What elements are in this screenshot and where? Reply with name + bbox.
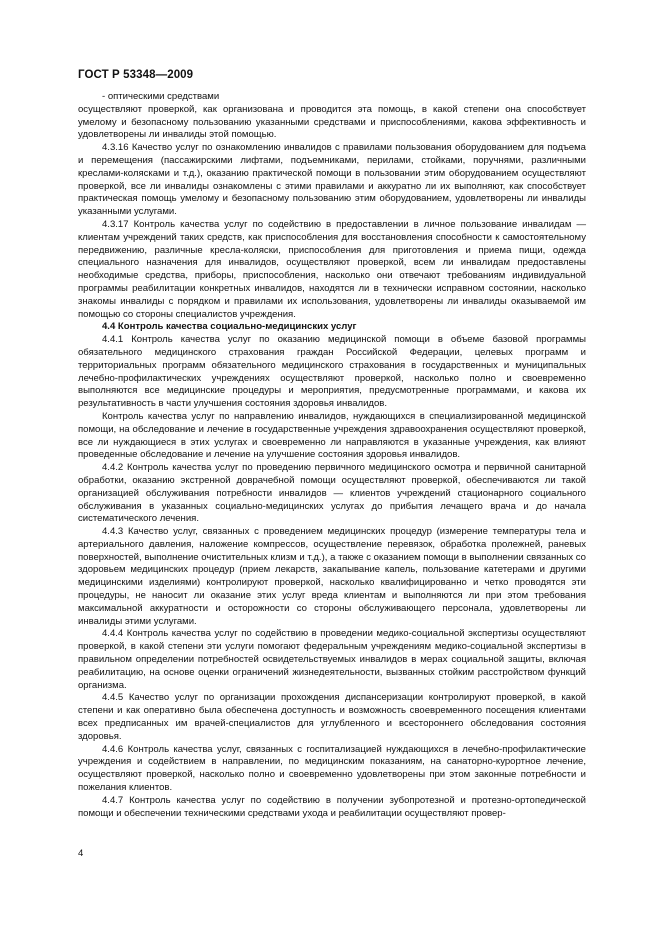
paragraph: 4.4.4 Контроль качества услуг по содействию в проведении медико-социальной экспертизы осуществляют проверкой, в какой степени эти услуги помогают федеральным учреждениям медико-социальной экспертизы в правильном определении потребностей освидетельствуемых инвалидов в мерах социальной защиты, включая реабилитацию, на основе оценки ограничений жизнедеятельности, вызванных стойким расстройством функций организма. (78, 628, 586, 691)
paragraph: 4.4.5 Качество услуг по организации прохождения диспансеризации контролируют проверкой, в какой степени и как оперативно была обеспечена доступность и возможность своевременного посещения клиентами всех предписанных им врачей-специалистов для углубленного и всестороннего обследования состояния здоровья. (78, 692, 586, 742)
standard-header: ГОСТ Р 53348—2009 (78, 69, 194, 81)
paragraph: 4.4.6 Контроль качества услуг, связанных с госпитализацией нуждающихся в лечебно-профилактические учреждения и содействием в направлении, по медицинским показаниям, на санаторно-курортное лечение, осуществляют проверкой, насколько полно и своевременно удовлетворены при этом законные потребности и пожелания клиентов. (78, 743, 586, 794)
paragraph: 4.4.2 Контроль качества услуг по проведению первичного медицинского осмотра и первичной санитарной обработки, оказанию экстренной доврачебной помощи осуществляют проверкой, обеспечиваются ли такой организацией обслуживания потребности инвалидов — клиентов учреждений стационарного социального обслуживания в указанных социально-медицинских услугах до прибытия лечащего врача и до начала систематического лечения. (78, 462, 586, 525)
page-number: 4 (78, 848, 84, 859)
paragraph: осуществляют проверкой, как организована и проводится эта помощь, в какой степени она способствует умелому и безопасному пользованию указанными средствами и приспособлениями, какова эффективность и удовлетворены ли инвалиды этой помощью. (78, 103, 586, 141)
paragraph: 4.3.16 Качество услуг по ознакомлению инвалидов с правилами пользования оборудованием для подъема и перемещения (пассажирскими лифтами, подъемниками, перилами, стойками, поручнями, различными креслами-колясками и т.д.), оказанию практической помощи в пользовании этим оборудованием осуществляют проверкой, все ли инвалиды ознакомлены с этими правилами и аккуратно ли их выполняют, как способствует практическая помощь умелому и безопасному пользованию этим оборудованием, удовлетворены ли инвалиды указанными услугами. (78, 142, 586, 218)
document-body (78, 91, 586, 820)
paragraph: 4.4.7 Контроль качества услуг по содействию в получении зубопротезной и протезно-ортопедической помощи и обеспечении техническими средствами ухода и реабилитации осуществляют провер- (78, 794, 586, 819)
paragraph: - оптическими средствами (102, 91, 220, 102)
section-heading: 4.4 Контроль качества социально-медицинских услуг (102, 321, 357, 333)
paragraph: Контроль качества услуг по направлению инвалидов, нуждающихся в специализированной медицинской помощи, на обследование и лечение в государственные учреждения здравоохранения осуществляют проверкой, все ли нуждающиеся в этих услугах и своевременно ли направляются в указанные учреждения, как влияют проведенные обследование и лечение на улучшение состояния здоровья инвалидов. (78, 410, 586, 461)
paragraph: 4.3.17 Контроль качества услуг по содействию в предоставлении в личное пользование инвалидам — клиентам учреждений таких средств, как приспособления для восстановления способности к самостоятельному передвижению, различные кресла-коляски, приспособления для приготовления и приема пищи, одежда специального назначения для инвалидов, осуществляют проверкой, всем ли инвалидам предоставлены необходимые средства, приборы, приспособления, насколько они отвечают требованиям индивидуальной программы реабилитации конкретных инвалидов, находятся ли в технически исправном состоянии, насколько знакомы инвалиды с порядком и правилами их использования, удовлетворены ли инвалиды оказываемой им помощью со стороны специалистов учреждения. (78, 218, 586, 320)
paragraph: 4.4.1 Контроль качества услуг по оказанию медицинской помощи в объеме базовой программы обязательного медицинского страхования граждан Российской Федерации, целевых программ и территориальных программ обязательного медицинского страхования в государственных и муниципальных лечебно-профилактических учреждениях осуществляют проверкой, насколько полно и своевременно выполняются все медицинские процедуры и мероприятия, предусмотренные программами, и какова их результативность в части улучшения состояния здоровья инвалидов. (78, 334, 586, 410)
paragraph: 4.4.3 Качество услуг, связанных с проведением медицинских процедур (измерение температуры тела и артериального давления, наложение компрессов, осуществление перевязок, обработка пролежней, раневых поверхностей, выполнение очистительных клизм и т.д.), а также с оказанием помощи в выполнении связанных со здоровьем медицинских процедур (прием лекарств, закапывание капель, пользование катетерами и другими медицинскими изделиями) контролируют проверкой, насколько квалифицированно и четко проводятся эти процедуры, не наносит ли оказание этих услуг вреда клиентам и выполняются ли при этом требования максимальной аккуратности и осторожности со стороны обслуживающего персонала, удовлетворены ли инвалиды этими услугами. (78, 526, 586, 627)
